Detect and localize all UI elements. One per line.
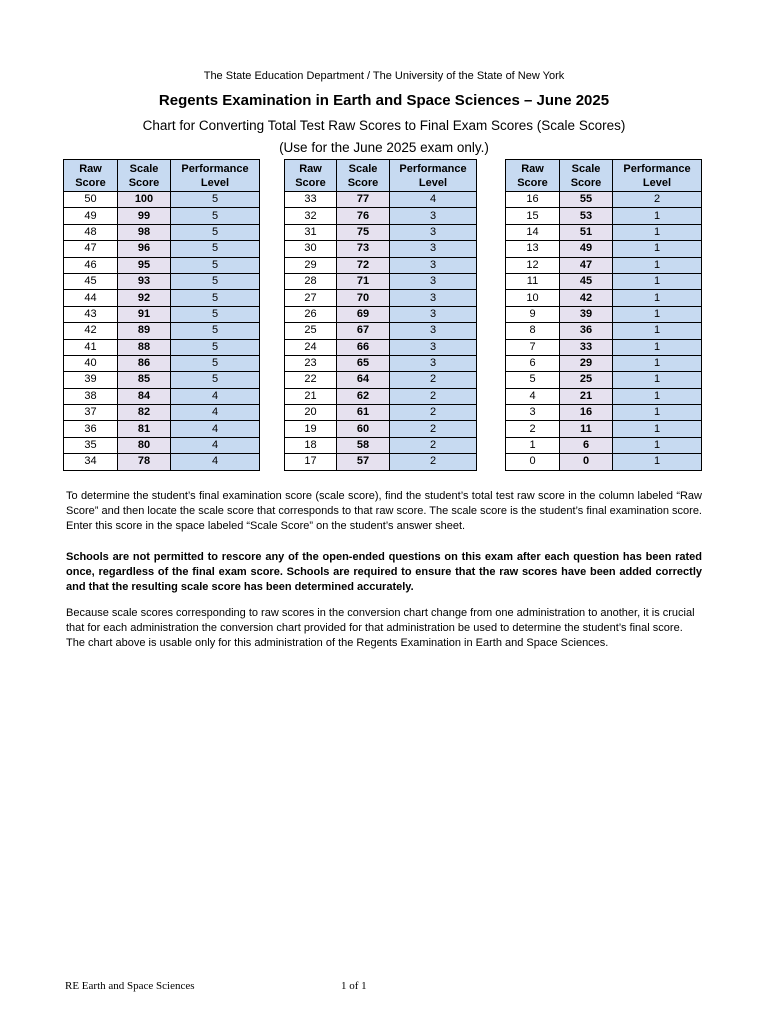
raw-score-cell: 29 [285, 257, 337, 273]
scale-score-cell: 89 [118, 323, 171, 339]
raw-score-cell: 41 [64, 339, 118, 355]
footer-page-number: 1 of 1 [341, 980, 367, 992]
raw-score-cell: 1 [506, 437, 560, 453]
raw-score-cell: 4 [506, 388, 560, 404]
performance-level-cell: 1 [613, 372, 702, 388]
scale-score-cell: 45 [560, 273, 613, 289]
performance-level-cell: 2 [613, 192, 702, 208]
table-row [64, 224, 260, 240]
raw-score-cell: 8 [506, 323, 560, 339]
performance-level-cell: 5 [171, 192, 260, 208]
scale-score-cell: 73 [337, 241, 390, 257]
performance-level-cell: 1 [613, 388, 702, 404]
table-row [506, 224, 702, 240]
raw-score-cell: 23 [285, 355, 337, 371]
raw-score-cell: 2 [506, 421, 560, 437]
scale-score-cell: 62 [337, 388, 390, 404]
scale-score-cell: 91 [118, 306, 171, 322]
raw-score-cell: 16 [506, 192, 560, 208]
scale-score-cell: 33 [560, 339, 613, 355]
performance-level-cell: 2 [390, 372, 477, 388]
raw-score-cell: 32 [285, 208, 337, 224]
raw-score-cell: 48 [64, 224, 118, 240]
performance-level-cell: 5 [171, 273, 260, 289]
table-row [285, 241, 477, 257]
raw-score-cell: 49 [64, 208, 118, 224]
scale-score-cell: 39 [560, 306, 613, 322]
performance-level-cell: 5 [171, 290, 260, 306]
raw-score-header: Raw Score [506, 160, 560, 192]
table-row [506, 355, 702, 371]
performance-level-header: Performance Level [171, 160, 260, 192]
table-row [506, 306, 702, 322]
performance-level-cell: 2 [390, 454, 477, 470]
table-row [506, 192, 702, 208]
performance-level-cell: 5 [171, 224, 260, 240]
table-row [285, 437, 477, 453]
table-row [506, 273, 702, 289]
performance-level-cell: 3 [390, 306, 477, 322]
performance-level-cell: 4 [171, 388, 260, 404]
table-row [64, 208, 260, 224]
raw-score-cell: 38 [64, 388, 118, 404]
scale-score-cell: 6 [560, 437, 613, 453]
performance-level-cell: 4 [171, 454, 260, 470]
table-row [64, 273, 260, 289]
performance-level-cell: 5 [171, 241, 260, 257]
performance-level-cell: 1 [613, 437, 702, 453]
raw-score-cell: 25 [285, 323, 337, 339]
table-row [64, 421, 260, 437]
scale-score-cell: 42 [560, 290, 613, 306]
table-row [506, 372, 702, 388]
scale-score-cell: 11 [560, 421, 613, 437]
scale-score-cell: 29 [560, 355, 613, 371]
raw-score-cell: 5 [506, 372, 560, 388]
conversion-table-3 [505, 159, 702, 471]
scale-score-cell: 75 [337, 224, 390, 240]
table-row [285, 290, 477, 306]
scale-score-cell: 69 [337, 306, 390, 322]
performance-level-cell: 1 [613, 405, 702, 421]
performance-level-cell: 5 [171, 306, 260, 322]
footer-exam-name: RE Earth and Space Sciences [65, 980, 195, 992]
performance-level-cell: 1 [613, 454, 702, 470]
performance-level-cell: 4 [171, 421, 260, 437]
page-title: Regents Examination in Earth and Space Sciences – June 2025 [158, 92, 610, 109]
scale-score-cell: 67 [337, 323, 390, 339]
table-row [506, 208, 702, 224]
table-row [64, 355, 260, 371]
performance-level-cell: 4 [390, 192, 477, 208]
table-row [506, 339, 702, 355]
conversion-table-2 [284, 159, 477, 471]
table-row [506, 405, 702, 421]
rescore-notice-paragraph: Schools are not permitted to rescore any of the open-ended questions on this exam after each question has been rated once, regardless of the final exam score. Schools are required to ensure that the raw scores have been added correctly and that the resulting scale score has been determined accurately. [66, 551, 702, 593]
scale-score-cell: 57 [337, 454, 390, 470]
table-row [64, 257, 260, 273]
raw-score-header: Raw Score [285, 160, 337, 192]
scale-score-cell: 82 [118, 405, 171, 421]
performance-level-cell: 2 [390, 405, 477, 421]
scale-score-cell: 99 [118, 208, 171, 224]
performance-level-cell: 3 [390, 355, 477, 371]
table-row [285, 421, 477, 437]
table-row [64, 372, 260, 388]
performance-level-cell: 3 [390, 224, 477, 240]
scale-score-cell: 0 [560, 454, 613, 470]
table-row [285, 388, 477, 404]
scale-score-cell: 60 [337, 421, 390, 437]
table-row [285, 355, 477, 371]
performance-level-cell: 2 [390, 421, 477, 437]
raw-score-cell: 20 [285, 405, 337, 421]
scale-score-cell: 49 [560, 241, 613, 257]
scale-score-cell: 55 [560, 192, 613, 208]
performance-level-cell: 1 [613, 273, 702, 289]
raw-score-cell: 30 [285, 241, 337, 257]
scale-score-cell: 78 [118, 454, 171, 470]
table-row [285, 405, 477, 421]
table-row [64, 339, 260, 355]
scale-score-cell: 72 [337, 257, 390, 273]
raw-score-cell: 22 [285, 372, 337, 388]
raw-score-cell: 42 [64, 323, 118, 339]
scale-score-cell: 96 [118, 241, 171, 257]
scale-score-cell: 70 [337, 290, 390, 306]
scale-score-cell: 36 [560, 323, 613, 339]
raw-score-header: Raw Score [64, 160, 118, 192]
performance-level-cell: 4 [171, 437, 260, 453]
performance-level-cell: 1 [613, 290, 702, 306]
table-row [64, 241, 260, 257]
raw-score-cell: 14 [506, 224, 560, 240]
performance-level-cell: 1 [613, 421, 702, 437]
table-row [64, 437, 260, 453]
chart-subtitle: Chart for Converting Total Test Raw Scores to Final Exam Scores (Scale Scores) [142, 118, 626, 133]
scale-score-cell: 65 [337, 355, 390, 371]
raw-score-cell: 45 [64, 273, 118, 289]
scale-score-cell: 85 [118, 372, 171, 388]
scale-score-cell: 77 [337, 192, 390, 208]
performance-level-cell: 5 [171, 372, 260, 388]
table-row [285, 192, 477, 208]
scale-score-cell: 21 [560, 388, 613, 404]
table-row [285, 323, 477, 339]
raw-score-cell: 39 [64, 372, 118, 388]
scale-score-cell: 81 [118, 421, 171, 437]
raw-score-cell: 31 [285, 224, 337, 240]
performance-level-cell: 5 [171, 257, 260, 273]
table-row [64, 454, 260, 470]
table-row [506, 454, 702, 470]
raw-score-cell: 21 [285, 388, 337, 404]
scale-score-cell: 16 [560, 405, 613, 421]
table-row [285, 257, 477, 273]
raw-score-cell: 12 [506, 257, 560, 273]
scale-score-cell: 80 [118, 437, 171, 453]
performance-level-cell: 1 [613, 323, 702, 339]
raw-score-cell: 6 [506, 355, 560, 371]
raw-score-cell: 47 [64, 241, 118, 257]
table-row [285, 224, 477, 240]
scale-score-header: Scale Score [337, 160, 390, 192]
raw-score-cell: 44 [64, 290, 118, 306]
instructions-paragraph: To determine the student’s final examination score (scale score), find the student’s total test raw score in the column labeled “Raw Score” and then locate the scale score that corresponds to that raw score. The scale score is the student’s final examination score. Enter this score in the space labeled “Scale Score” on the student’s answer sheet. [66, 490, 702, 532]
table-row [64, 306, 260, 322]
performance-level-cell: 5 [171, 323, 260, 339]
performance-level-cell: 2 [390, 437, 477, 453]
table-row [64, 388, 260, 404]
performance-level-cell: 1 [613, 257, 702, 273]
table-row [506, 241, 702, 257]
raw-score-cell: 3 [506, 405, 560, 421]
raw-score-cell: 15 [506, 208, 560, 224]
performance-level-cell: 3 [390, 208, 477, 224]
raw-score-cell: 35 [64, 437, 118, 453]
scale-score-cell: 51 [560, 224, 613, 240]
scale-score-cell: 64 [337, 372, 390, 388]
table-row [506, 290, 702, 306]
scale-score-header: Scale Score [118, 160, 171, 192]
raw-score-cell: 7 [506, 339, 560, 355]
performance-level-cell: 3 [390, 273, 477, 289]
performance-level-cell: 1 [613, 355, 702, 371]
raw-score-cell: 0 [506, 454, 560, 470]
table-row [506, 421, 702, 437]
performance-level-cell: 1 [613, 208, 702, 224]
conversion-table-1 [63, 159, 260, 471]
performance-level-header: Performance Level [390, 160, 477, 192]
raw-score-cell: 11 [506, 273, 560, 289]
scale-score-cell: 98 [118, 224, 171, 240]
scale-score-cell: 93 [118, 273, 171, 289]
table-row [64, 192, 260, 208]
raw-score-cell: 19 [285, 421, 337, 437]
raw-score-cell: 26 [285, 306, 337, 322]
performance-level-cell: 1 [613, 241, 702, 257]
table-row [64, 290, 260, 306]
scale-score-cell: 47 [560, 257, 613, 273]
table-row [285, 454, 477, 470]
scale-score-cell: 100 [118, 192, 171, 208]
performance-level-cell: 1 [613, 339, 702, 355]
scale-score-cell: 76 [337, 208, 390, 224]
performance-level-cell: 3 [390, 323, 477, 339]
scale-score-cell: 84 [118, 388, 171, 404]
raw-score-cell: 34 [64, 454, 118, 470]
performance-level-cell: 5 [171, 208, 260, 224]
table-row [285, 208, 477, 224]
table-row [506, 323, 702, 339]
raw-score-cell: 43 [64, 306, 118, 322]
table-row [285, 306, 477, 322]
performance-level-cell: 5 [171, 339, 260, 355]
performance-level-cell: 2 [390, 388, 477, 404]
org-line: The State Education Department / The University of the State of New York [203, 70, 565, 82]
performance-level-cell: 3 [390, 290, 477, 306]
scale-score-cell: 88 [118, 339, 171, 355]
table-row [285, 273, 477, 289]
scale-score-cell: 58 [337, 437, 390, 453]
scale-score-header: Scale Score [560, 160, 613, 192]
raw-score-cell: 50 [64, 192, 118, 208]
table-row [506, 437, 702, 453]
raw-score-cell: 28 [285, 273, 337, 289]
performance-level-cell: 1 [613, 224, 702, 240]
scale-score-cell: 95 [118, 257, 171, 273]
performance-level-cell: 1 [613, 306, 702, 322]
raw-score-cell: 9 [506, 306, 560, 322]
usage-note: (Use for the June 2025 exam only.) [279, 140, 489, 155]
raw-score-cell: 17 [285, 454, 337, 470]
raw-score-cell: 18 [285, 437, 337, 453]
performance-level-cell: 3 [390, 241, 477, 257]
raw-score-cell: 36 [64, 421, 118, 437]
raw-score-cell: 10 [506, 290, 560, 306]
performance-level-cell: 4 [171, 405, 260, 421]
scale-score-cell: 61 [337, 405, 390, 421]
scale-score-cell: 53 [560, 208, 613, 224]
raw-score-cell: 40 [64, 355, 118, 371]
raw-score-cell: 46 [64, 257, 118, 273]
raw-score-cell: 33 [285, 192, 337, 208]
scale-score-cell: 71 [337, 273, 390, 289]
scale-score-cell: 25 [560, 372, 613, 388]
table-row [64, 323, 260, 339]
scale-score-cell: 86 [118, 355, 171, 371]
table-row [506, 257, 702, 273]
performance-level-cell: 5 [171, 355, 260, 371]
table-row [506, 388, 702, 404]
usage-notice-paragraph: Because scale scores corresponding to raw scores in the conversion chart change from one administration to another, it is crucial that for each administration the conversion chart provided for that administration be used to determine the student’s final score. The chart above is usable only for this administration of the Regents Examination in Earth and Space Sciences. [66, 607, 695, 649]
raw-score-cell: 37 [64, 405, 118, 421]
performance-level-header: Performance Level [613, 160, 702, 192]
scale-score-cell: 92 [118, 290, 171, 306]
scale-score-cell: 66 [337, 339, 390, 355]
raw-score-cell: 24 [285, 339, 337, 355]
table-row [285, 372, 477, 388]
table-row [285, 339, 477, 355]
raw-score-cell: 27 [285, 290, 337, 306]
performance-level-cell: 3 [390, 257, 477, 273]
table-row [64, 405, 260, 421]
performance-level-cell: 3 [390, 339, 477, 355]
raw-score-cell: 13 [506, 241, 560, 257]
